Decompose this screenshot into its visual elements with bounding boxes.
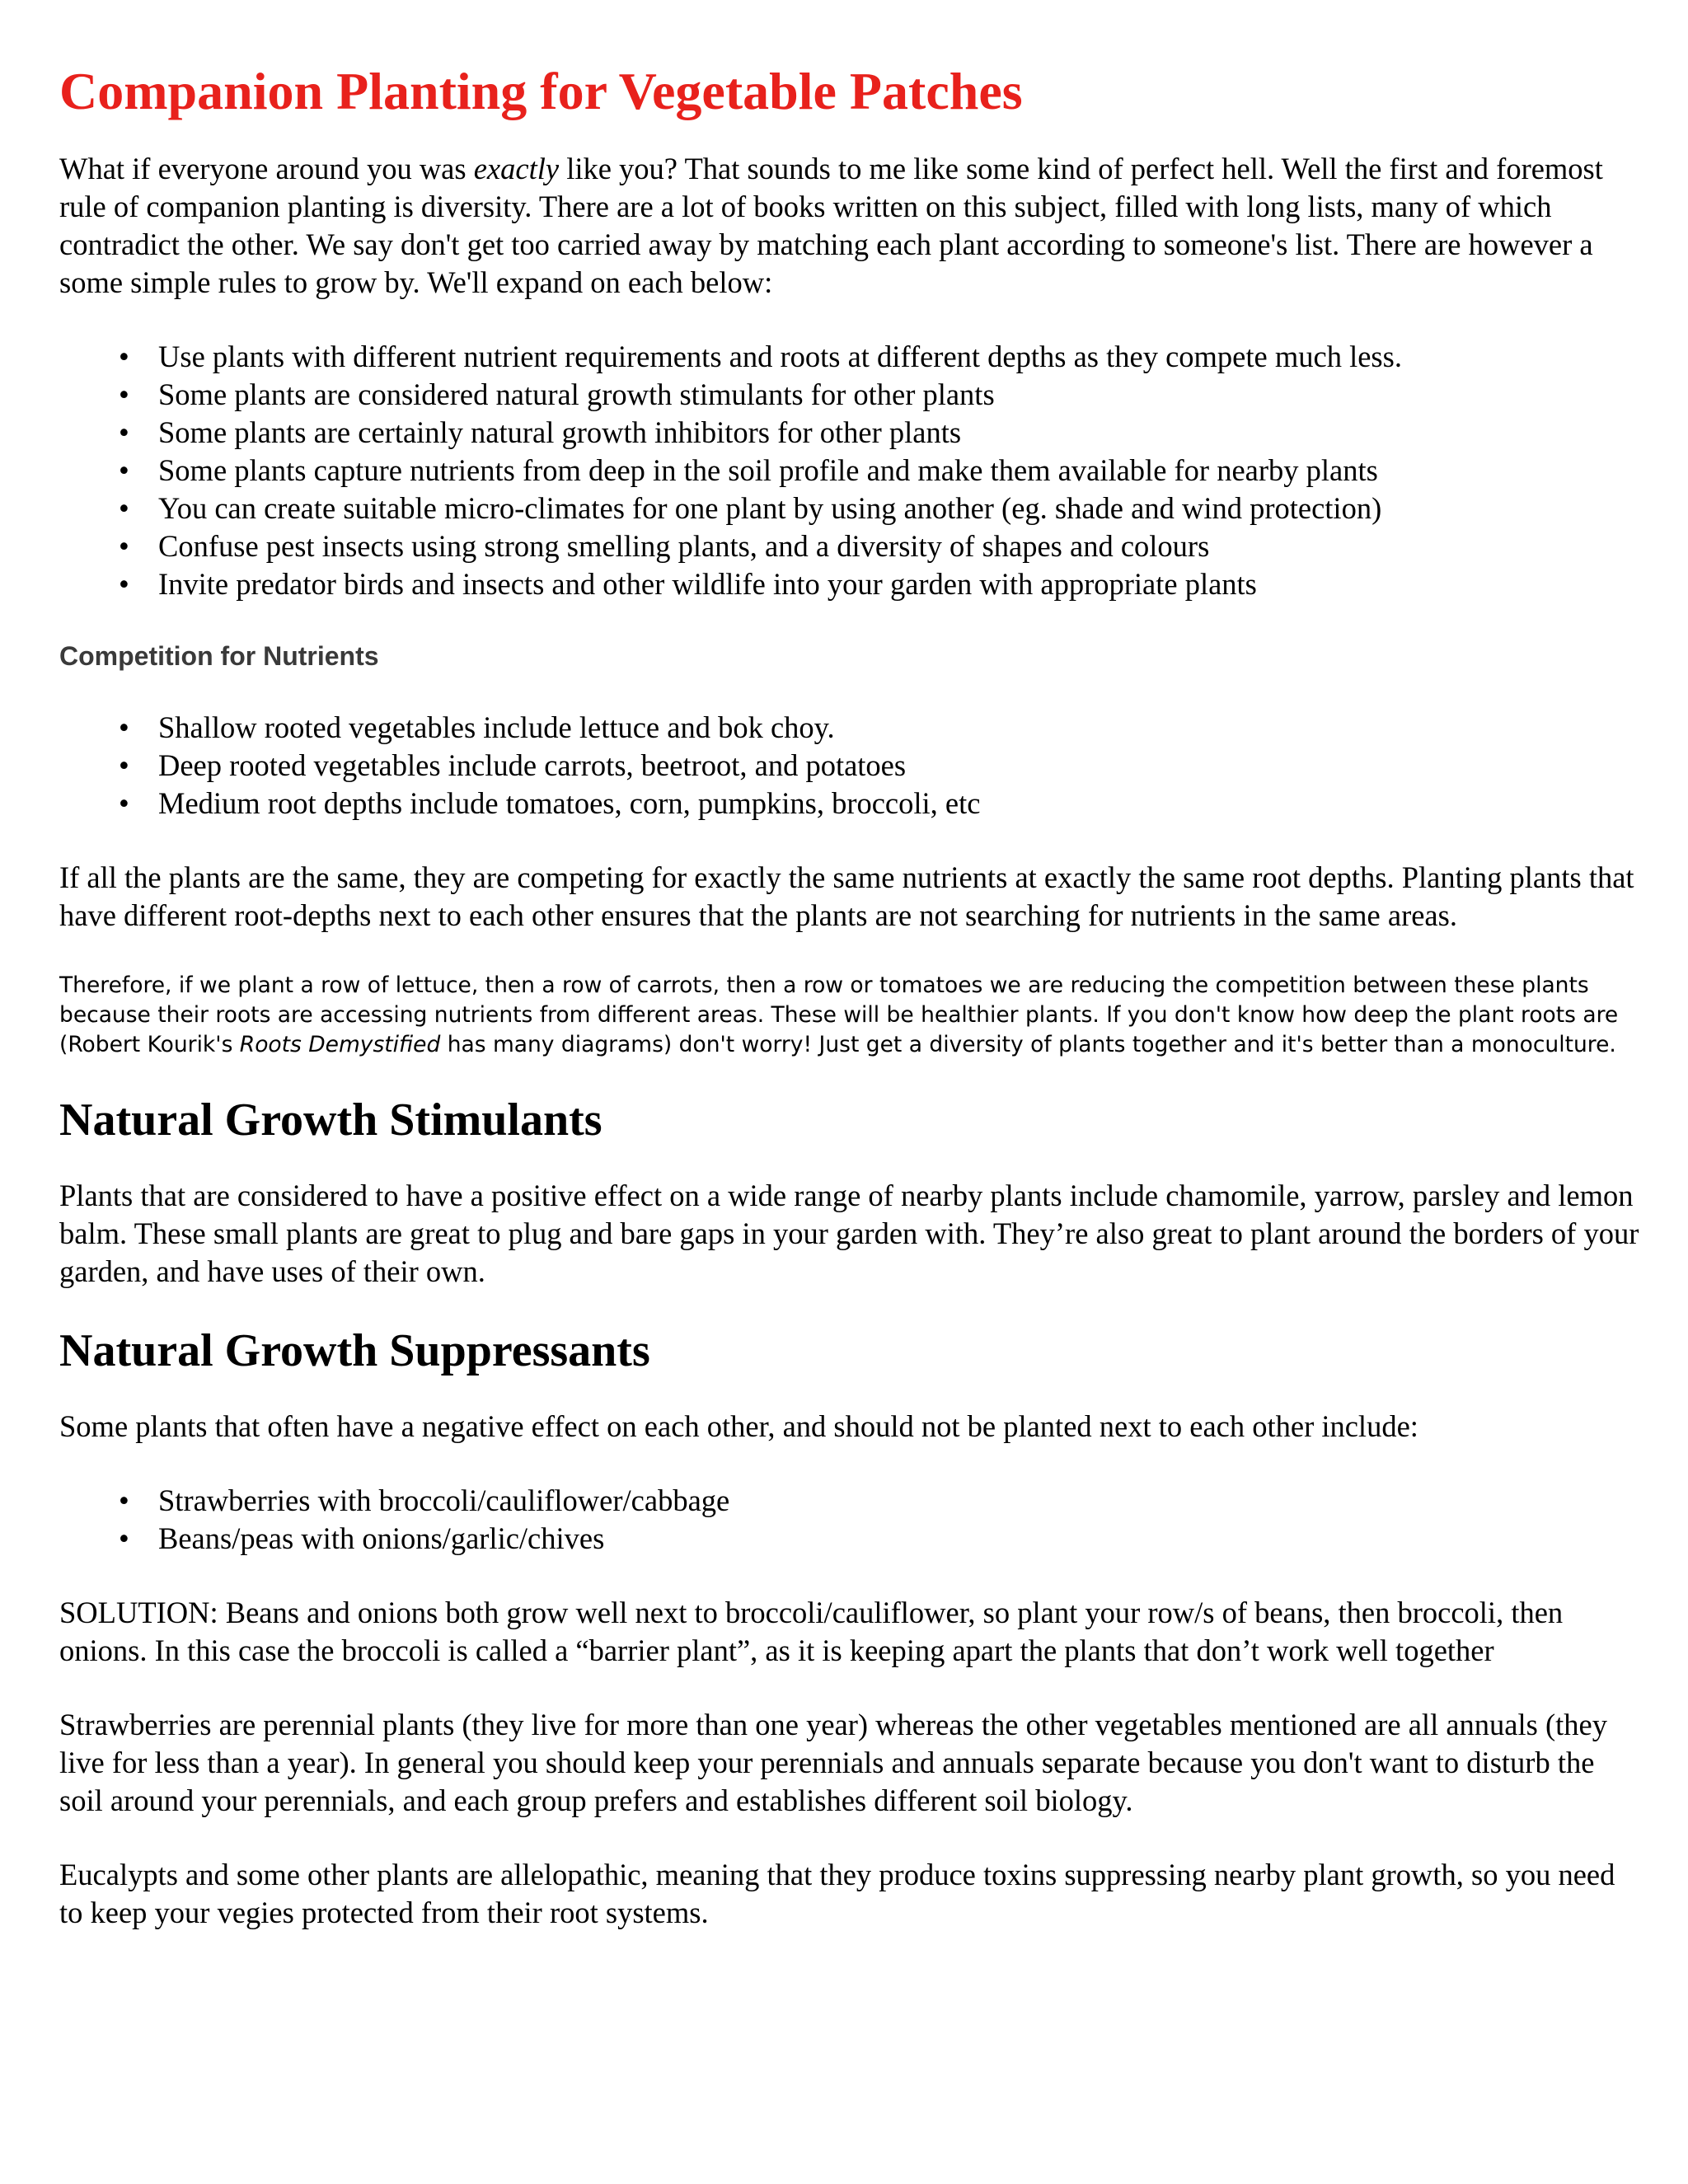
bullet-icon: • [119,786,129,820]
bullet-icon: • [119,567,129,601]
list-item-text: Confuse pest insects using strong smelling plants, and a diversity of shapes and colours [158,529,1210,563]
competition-paragraph: If all the plants are the same, they are competing for exactly the same nutrients at exactly the same root depths. Planting plants that have different root-depths next to each other ensures that the plants are not searching for nutrients in the same areas. [59,860,1634,932]
bullet-icon: • [119,529,129,563]
list-item [59,709,1642,747]
list-item-text: Some plants capture nutrients from deep in the soil profile and make them available for nearby plants [158,453,1378,487]
note-text-end: has many diagrams) don't worry! Just get a diversity of plants together and it's better than a monoculture. [440,1032,1616,1057]
bullet-icon: • [119,491,129,525]
suppressants-intro: Some plants that often have a negative effect on each other, and should not be planted next to each other include: [59,1409,1418,1443]
bullet-icon: • [119,415,129,449]
list-item [59,490,1642,527]
list-item-text: Beans/peas with onions/garlic/chives [158,1521,605,1555]
list-item [59,785,1642,823]
bullet-icon: • [119,453,129,487]
rules-list [59,338,1642,603]
solution-paragraph: SOLUTION: Beans and onions both grow well next to broccoli/cauliflower, so plant your row/s of beans, then broccoli, then onions. In this case the broccoli is called a “barrier plant”, as it is keeping apart the plants that don’t work well together [59,1596,1564,1667]
bullet-icon: • [119,377,129,411]
bullet-icon: • [119,748,129,782]
intro-text-end: like you? That sounds to me like some kind of perfect hell. Well the first and foremost rule of companion planting is diversity. There are a lot of books written on this subject, filled with long lists, many of which contradict the other. We say don't get too carried away by matching each plant according to someone's list. There are however a some simple rules to grow by. We'll expand on each below: [59,152,1603,299]
list-item [59,376,1642,414]
list-item [59,527,1642,565]
intro-paragraph [59,150,1642,302]
suppressants-heading: Natural Growth Suppressants [59,1325,650,1376]
eucalypts-paragraph: Eucalypts and some other plants are allelopathic, meaning that they produce toxins suppressing nearby plant growth, so you need to keep your vegies protected from their root systems. [59,1858,1615,1929]
list-item-text: Shallow rooted vegetables include lettuce and bok choy. [158,710,835,744]
list-item [59,565,1642,603]
list-item-text: Use plants with different nutrient requirements and roots at different depths as they compete much less. [158,340,1402,373]
list-item [59,1520,1642,1558]
suppressants-list [59,1482,1642,1558]
bullet-icon: • [119,710,129,744]
stimulants-heading: Natural Growth Stimulants [59,1094,603,1146]
list-item-text: Some plants are considered natural growth stimulants for other plants [158,377,995,411]
list-item-text: Some plants are certainly natural growth inhibitors for other plants [158,415,962,449]
note-text-start: Therefore, if we plant a row of lettuce, then a row of carrots, then a row or tomatoes we are reducing the competition between these plants because their roots are accessing nutrients from different areas. These will be healthier plants. If you don't know how deep the plant roots are (Robert Kourik's [59,972,1619,1057]
intro-text-start: What if everyone around you was [59,152,474,185]
list-item [59,414,1642,452]
page-title: Companion Planting for Vegetable Patches [59,62,1023,120]
competition-note [59,971,1642,1060]
list-item-text: Invite predator birds and insects and other wildlife into your garden with appropriate plants [158,567,1257,601]
list-item [59,338,1642,376]
root-depth-list [59,709,1642,823]
document-page [59,58,1642,1932]
list-item [59,747,1642,785]
book-title: Roots Demystified [239,1032,441,1057]
list-item-text: Medium root depths include tomatoes, corn, pumpkins, broccoli, etc [158,786,981,820]
list-item [59,452,1642,490]
intro-emphasis: exactly [473,152,560,185]
bullet-icon: • [119,340,129,373]
list-item-text: Deep rooted vegetables include carrots, beetroot, and potatoes [158,748,907,782]
perennials-paragraph: Strawberries are perennial plants (they live for more than one year) whereas the other vegetables mentioned are all annuals (they live for less than a year). In general you should keep your perennials and annuals separate because you don't want to disturb the soil around your perennials, and each group prefers and establishes different soil biology. [59,1708,1607,1817]
bullet-icon: • [119,1483,129,1517]
stimulants-paragraph: Plants that are considered to have a positive effect on a wide range of nearby plants include chamomile, yarrow, parsley and lemon balm. These small plants are great to plug and bare gaps in your garden with. They’re also great to plant around the borders of your garden, and have uses of their own. [59,1179,1639,1288]
list-item-text: You can create suitable micro-climates for one plant by using another (eg. shade and wind protection) [158,491,1382,525]
competition-heading: Competition for Nutrients [59,641,379,671]
bullet-icon: • [119,1521,129,1555]
list-item-text: Strawberries with broccoli/cauliflower/cabbage [158,1483,730,1517]
list-item [59,1482,1642,1520]
